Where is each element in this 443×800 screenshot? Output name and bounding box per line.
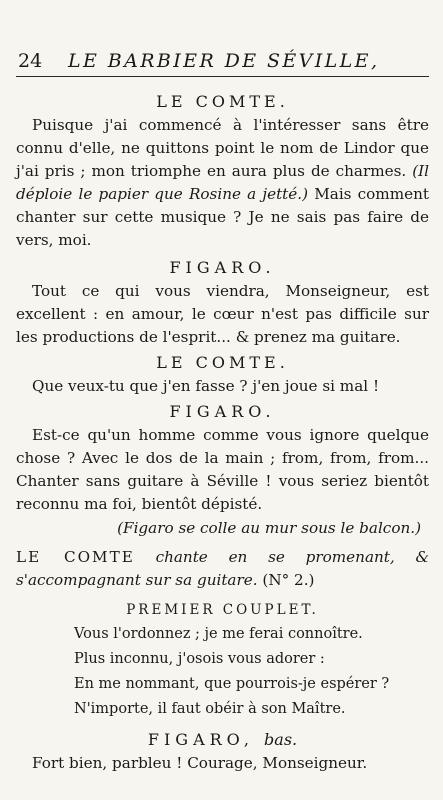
text-body [16,90,429,775]
dialogue-text-cont: Mais comment chanter sur cette musique ? Je ne sais pas faire de vers, moi. [16,185,429,249]
speaker-le-comte: LE COMTE. [156,353,289,372]
speaker-figaro: FIGARO. [169,258,276,277]
dialogue-figaro: Tout ce qui vous viendra, Monseigneur, est excellent : en amour, le cœur n'est pas difficile sur les productions de l'esprit... & prenez ma guitare. [16,282,429,346]
dialogue-comte-2: Que veux-tu que j'en fasse ? j'en joue si mal ! [32,377,380,395]
stage-comte-sings [16,546,429,592]
verse-line: En me nommant, que pourrois-je espérer ? [74,676,390,692]
page-number: 24 [18,50,43,72]
aside-marker: bas. [264,730,298,749]
dialogue-figaro-2: Est-ce qu'un homme comme vous ignore quelque chose ? Avec le dos de la main ; from, from, from... Chanter sans guitare à Séville ! vous seriez bientôt reconnu ma foi, bientôt dépisté. [16,426,429,513]
speaker-figaro [16,730,429,750]
verse-line: Plus inconnu, j'osois vous adorer : [74,651,325,667]
stage-direction: (Figaro se colle au mur sous le balcon.) [117,519,421,537]
stage-direction: (Il déploie le papier que Rosine a jetté.) [16,162,429,203]
verse-line: N'importe, il faut obéir à son Maître. [74,701,346,717]
song-number: (N° 2.) [262,571,315,589]
speaker-le-comte: LE COMTE. [156,92,289,111]
dialogue-text: Puisque j'ai commencé à l'intéresser sans être connu d'elle, ne quittons point le nom de Lindor que j'ai pris ; mon triomphe en aura plus de charmes. [16,116,429,180]
speaker-name: FIGARO, [147,730,254,749]
stage-direction: chante en se promenant, & s'accompagnant sur sa guitare. [16,548,430,589]
verse-line: Vous l'ordonnez ; je me ferai connoître. [74,626,363,642]
verse-block [16,622,429,722]
speaker-figaro: FIGARO. [169,402,276,421]
dialogue-comte [16,114,429,252]
speaker-inline: LE COMTE [16,548,135,566]
dialogue-figaro-3: Fort bien, parbleu ! Courage, Monseigneur. [32,754,368,772]
running-head [16,46,429,77]
book-title: LE BARBIER DE SÉVILLE, [68,50,380,72]
couplet-heading: PREMIER COUPLET. [126,602,319,618]
